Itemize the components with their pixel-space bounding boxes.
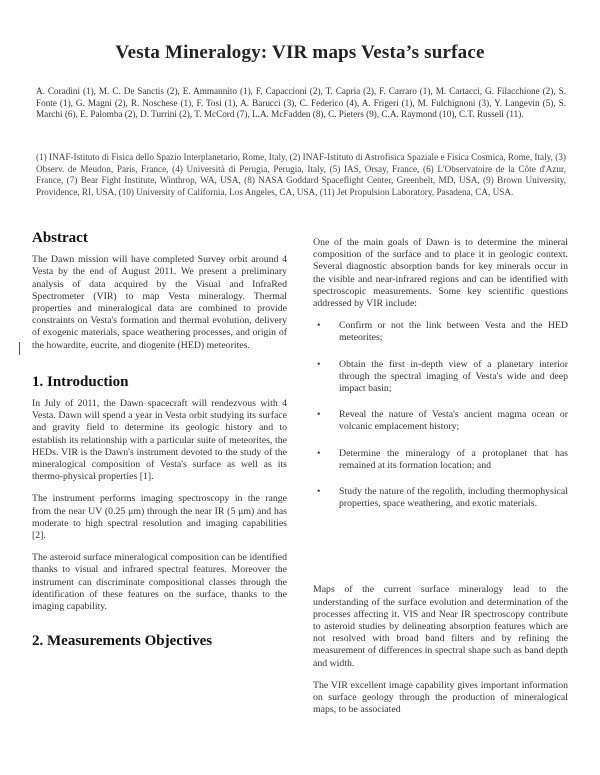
abstract-heading: Abstract [32, 230, 88, 246]
intro-paragraph: In July of 2011, the Dawn spacecraft will rendezvous with 4 Vesta. Dawn will spend a year in Vesta orbit studying its surface and gravity field to determine its geologic history and to establish its relationship with a particular suite of meteorites, the HEDs. VIR is the Dawn's instrument devoted to the study of the mineralogical composition of Vesta's surface as well as its thermo-physical properties [1]. [32, 398, 287, 483]
left-column [32, 232, 287, 657]
list-item: • Determine the mineralogy of a protoplanet that has remained at its formation location; and [317, 447, 568, 471]
affiliations: (1) INAF-Istituto di Fisica dello Spazio Interplanetario, Rome, Italy, (2) INAF-Istituto di Astrofisica Spaziale e Fisica Cosmica, Rome, Italy, (3) Observ. de Meudon, Paris, France, (4) Università di Perugia, Perugia, Italy, (5) IAS, Orsay, France, (6) L'Observatoire de la Côte d'Azur, France, (7) Bear Fight Institute, Winthrop, WA, USA, (8) NASA Goddard Spaceflight Center, Greenbelt, MD, USA, (9) Brown University, Providence, RI, USA, (10) University of California, Los Angeles, CA, USA, (11) Jet Propulsion Laboratory, Pasadena, CA, USA. [36, 152, 566, 197]
mineralogy-paragraph: Maps of the current surface mineralogy lead to the understanding of the surface evolution and determination of the processes affecting it. VIS and Near IR spectroscopy contribute to asteroid studies by delineating absorption features which are not resolved with broad band filters and by refining the measurement of differences in spectral shape such as band depth and width. [313, 584, 568, 669]
list-item: • Reveal the nature of Vesta's ancient magma ocean or volcanic emplacement history; [317, 409, 568, 433]
question-list [313, 320, 568, 510]
paper-title: Vesta Mineralogy: VIR maps Vesta’s surface [115, 42, 485, 63]
list-item: • Obtain the first in-depth view of a planetary interior through the spectral imaging of Vesta's wide and deep impact basin; [317, 358, 568, 395]
list-item: • Confirm or not the link between Vesta and the HED meteorites; [317, 320, 568, 344]
introduction-heading: 1. Introduction [32, 373, 129, 390]
imaging-paragraph: The VIR excellent image capability gives important information on surface geology through the production of mineralogical maps, to be associated [313, 679, 568, 716]
bullet: • [317, 320, 321, 332]
right-column [313, 237, 568, 726]
abstract-text: The Dawn mission will have completed Survey orbit around 4 Vesta by the end of August 2011. We present a preliminary analysis of data acquired by the Visual and InfraRed Spectrometer (VIR) to map Vesta mineralogy. Thermal properties and mineralogical data are combined to provide constraints on Vesta's formation and thermal evolution, delivery of exogenic materials, space weathering processes, and origin of the howardite, eucrite, and diogenite (HED) meteorites. [32, 254, 287, 351]
bullet: • [317, 358, 321, 370]
bullet: • [317, 447, 321, 459]
intro-paragraph: The instrument performs imaging spectroscopy in the range from the near UV (0.25 μm) through the near IR (5 μm) and has moderate to high spectral resolution and imaging capabilities [2]. [32, 493, 287, 542]
objectives-intro: One of the main goals of Dawn is to determine the mineral composition of the surface and to place it in geologic context. Several diagnostic absorption bands for key minerals occur in the visible and near-infrared regions and can be identified with spectroscopic measurements. Some key scientific questions addressed by VIR include: [313, 237, 568, 310]
intro-paragraph: The asteroid surface mineralogical composition can be identified thanks to visual and infrared spectral features. Moreover the instrument can discriminate compositional classes through the identification of these features on the surface, thanks to the imaging capability. [32, 552, 287, 613]
bullet: • [317, 409, 321, 421]
objectives-heading: 2. Measurements Objectives [32, 633, 213, 650]
bullet: • [317, 486, 321, 498]
author-list: A. Coradini (1), M. C. De Sanctis (2), E. Ammannito (1), F. Capaccioni (2), T. Capria (2), F. Carraro (1), M. Cartacci, G. Filacchione (2), S. Fonte (1), G. Magni (2), R. Noschese (1), F. Tosi (1), A. Barucci (3), C. Federico (4), A. Frigeri (1), M. Fulchignoni (3), Y. Langevin (5), S. Marchi (6), E. Palomba (2), D. Turrini (2), T. McCord (7), L.A. McFadden (8), C. Pieters (9), C.A. Raymond (10), C.T. Russell (11). [36, 86, 566, 119]
margin-change-bar [19, 342, 20, 355]
list-item: • Study the nature of the regolith, including thermophysical properties, space weathering, and exotic materials. [317, 486, 568, 510]
